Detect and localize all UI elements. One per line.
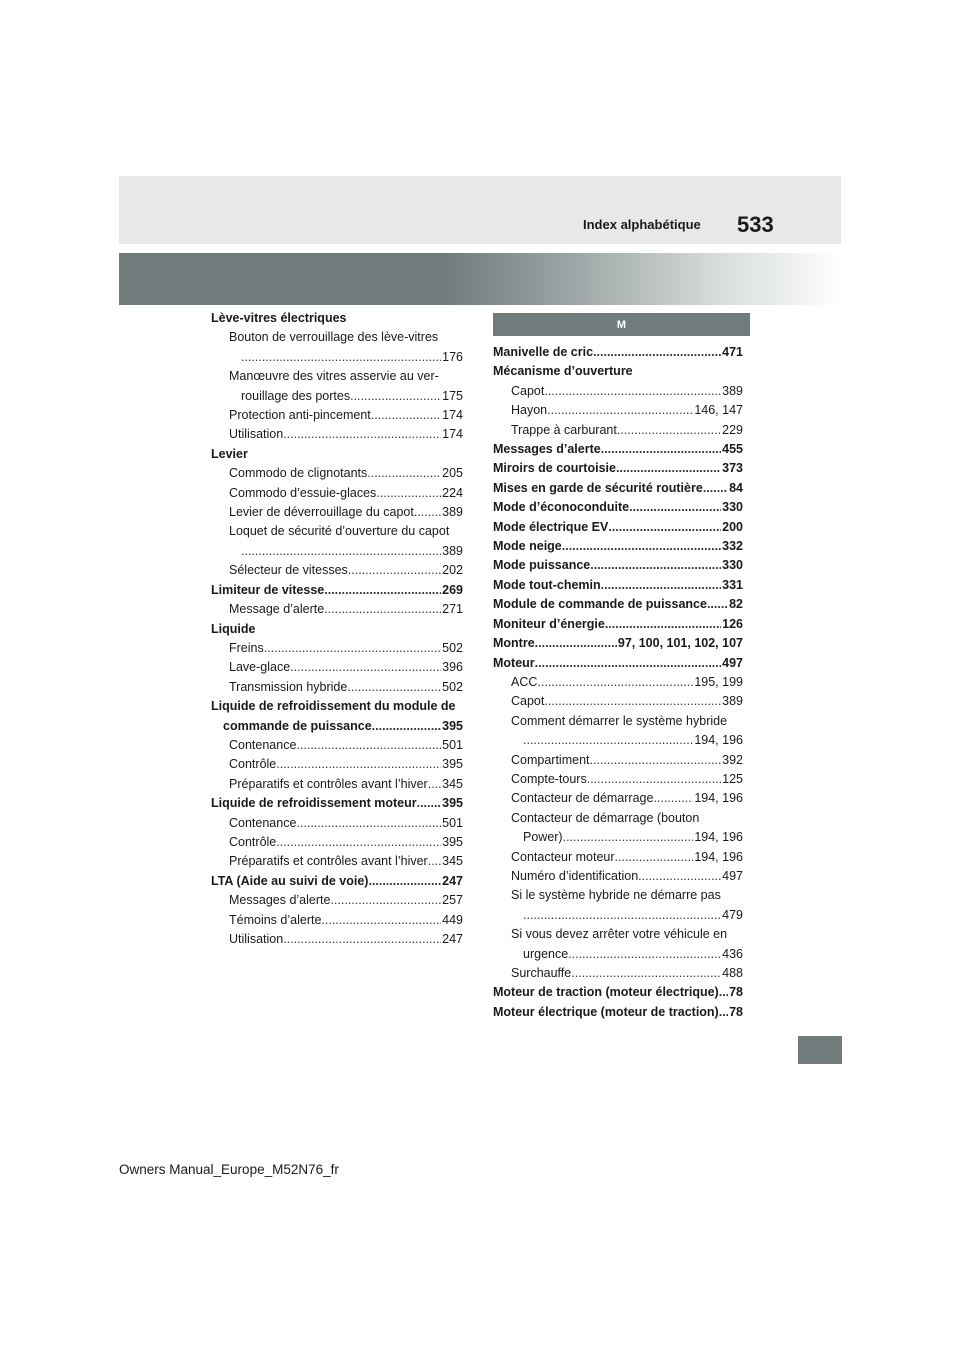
dot-leader <box>615 848 694 867</box>
index-entry <box>493 576 743 595</box>
index-entry <box>493 828 743 847</box>
index-entry <box>211 814 463 833</box>
index-entry <box>493 867 743 886</box>
dot-leader <box>368 872 441 891</box>
dot-leader <box>371 406 441 425</box>
index-entry-page: 345 <box>442 854 463 869</box>
index-entry-page: 78 <box>729 985 743 1000</box>
index-entry-label: ACC <box>511 674 538 689</box>
index-heading-label: Manœuvre des vitres asservie au ver- <box>229 369 439 384</box>
index-entry <box>493 518 743 537</box>
index-entry-label: Miroirs de courtoisie <box>493 461 616 476</box>
index-entry <box>493 789 743 808</box>
dot-leader <box>324 600 441 619</box>
index-entry-page: 392 <box>722 752 743 767</box>
chapter-tab-marker <box>798 1036 842 1064</box>
index-entry-label: Numéro d’identification <box>511 868 639 883</box>
index-heading <box>211 522 463 541</box>
index-heading <box>493 886 743 905</box>
dot-leader <box>367 464 441 483</box>
index-entry <box>211 406 463 425</box>
index-entry <box>493 751 743 770</box>
index-entry-label: Mode tout-chemin <box>493 577 601 592</box>
index-entry-label: Commodo de clignotants <box>229 466 368 481</box>
index-entry-label: Capot <box>511 694 545 709</box>
dot-leader <box>638 867 721 886</box>
index-entry <box>493 556 743 575</box>
index-entry-label: LTA (Aide au suivi de voie) <box>211 873 369 888</box>
index-entry <box>493 595 743 614</box>
index-entry-label: Utilisation <box>229 427 284 442</box>
index-entry-label: Moteur de traction (moteur électrique) <box>493 985 719 1000</box>
index-heading <box>493 925 743 944</box>
index-entry-label: Moniteur d’énergie <box>493 616 605 631</box>
index-entry <box>493 983 743 1002</box>
index-entry <box>211 542 463 561</box>
index-column-right <box>493 343 743 1022</box>
index-entry-page: 389 <box>722 694 743 709</box>
index-entry-page: 449 <box>442 912 463 927</box>
dot-leader <box>601 440 721 459</box>
index-entry-page: 174 <box>442 427 463 442</box>
index-entry <box>493 615 743 634</box>
index-entry <box>493 848 743 867</box>
index-entry <box>211 464 463 483</box>
index-entry <box>493 634 743 653</box>
dot-leader <box>330 891 441 910</box>
index-entry <box>211 775 463 794</box>
dot-leader <box>605 615 721 634</box>
index-entry-label: Manivelle de cric <box>493 345 594 359</box>
index-entry <box>211 911 463 930</box>
index-entry <box>211 503 463 522</box>
section-title: Index alphabétique <box>583 217 701 232</box>
footer-manual-id: Owners Manual_Europe_M52N76_fr <box>119 1162 339 1177</box>
index-heading <box>211 697 463 716</box>
dot-leader <box>350 387 441 406</box>
index-entry-label: Surchauffe <box>511 966 572 980</box>
index-entry-page: 332 <box>722 539 743 554</box>
index-entry-page: 194, 196 <box>694 830 743 845</box>
index-entry <box>493 731 743 750</box>
index-entry <box>493 440 743 459</box>
index-entry <box>493 343 743 362</box>
index-entry-page: 247 <box>442 932 463 946</box>
header-gradient-bar <box>119 253 841 305</box>
index-entry <box>211 639 463 658</box>
dot-leader <box>537 673 693 692</box>
index-heading-label: Contacteur de démarrage (bouton <box>511 810 700 825</box>
index-heading-label: Liquide de refroidissement du module de <box>211 699 456 714</box>
index-entry-label: Mode puissance <box>493 558 591 573</box>
index-entry-page: 330 <box>722 500 743 515</box>
index-column-left <box>211 309 463 949</box>
index-entry <box>493 673 743 692</box>
dot-leader <box>571 964 721 983</box>
index-entry-page: 488 <box>722 966 743 980</box>
index-entry-page: 497 <box>722 655 743 670</box>
index-entry-page: 501 <box>442 815 463 830</box>
dot-leader <box>348 561 441 580</box>
index-entry <box>211 872 463 891</box>
index-entry <box>493 498 743 517</box>
index-entry-page: 396 <box>442 660 463 675</box>
index-heading <box>211 309 463 328</box>
index-entry-page: 257 <box>442 893 463 908</box>
index-entry-page: 502 <box>442 640 463 655</box>
index-entry <box>211 833 463 852</box>
index-entry <box>493 692 743 711</box>
dot-leader <box>703 479 728 498</box>
page-number: 533 <box>737 212 774 237</box>
index-entry <box>211 717 463 736</box>
index-entry-label: rouillage des portes <box>241 388 351 403</box>
index-heading <box>493 362 743 381</box>
index-entry-page: 202 <box>442 563 463 578</box>
index-heading-label: Si le système hybride ne démarre pas <box>511 888 721 903</box>
index-entry-label: Sélecteur de vitesses <box>229 563 348 578</box>
index-heading <box>211 445 463 464</box>
index-entry-label: Témoins d’alerte <box>229 912 322 927</box>
dot-leader <box>593 343 721 362</box>
index-entry-label: Power) <box>523 830 563 845</box>
index-entry <box>211 794 463 813</box>
index-entry-page: 175 <box>442 388 463 403</box>
index-entry <box>211 736 463 755</box>
index-entry-page: 194, 196 <box>694 849 743 864</box>
dot-leader <box>241 542 441 561</box>
index-entry <box>493 654 743 673</box>
index-entry <box>493 479 743 498</box>
index-entry-label: Messages d’alerte <box>229 893 331 908</box>
dot-leader <box>372 717 441 736</box>
index-entry <box>211 561 463 580</box>
index-heading-label: Lève-vitres électriques <box>211 311 347 325</box>
index-heading <box>211 367 463 386</box>
index-entry-page: 78 <box>729 1004 743 1019</box>
dot-leader <box>608 518 721 537</box>
index-entry-label: commande de puissance <box>223 718 372 733</box>
index-entry <box>493 964 743 983</box>
index-entry <box>493 382 743 401</box>
index-entry-label: Hayon <box>511 403 548 418</box>
dot-leader <box>321 911 441 930</box>
index-entry <box>211 678 463 697</box>
index-heading-label: Loquet de sécurité d’ouverture du capot <box>229 524 450 539</box>
index-entry-label: Mode électrique EV <box>493 519 609 534</box>
index-entry <box>211 581 463 600</box>
dot-leader <box>562 537 721 556</box>
index-entry-page: 497 <box>722 868 743 883</box>
index-heading-label: Comment démarrer le système hybride <box>511 713 728 728</box>
dot-leader <box>653 789 693 808</box>
index-entry-page: 395 <box>442 718 463 733</box>
index-entry <box>493 421 743 440</box>
index-heading-label: Levier <box>211 446 248 461</box>
index-entry-page: 395 <box>442 834 463 849</box>
index-entry-label: Préparatifs et contrôles avant l’hiver <box>229 854 428 869</box>
index-entry-page: 471 <box>722 345 743 359</box>
index-entry-page: 479 <box>722 907 743 922</box>
dot-leader <box>428 775 441 794</box>
index-entry-page: 271 <box>442 602 463 617</box>
index-entry-page: 247 <box>442 873 463 888</box>
dot-leader <box>276 833 441 852</box>
index-entry-label: Protection anti-pincement <box>229 408 371 423</box>
index-entry-label: Liquide de refroidissement moteur <box>211 796 417 811</box>
index-entry <box>211 425 463 444</box>
index-entry-label: Mode d’éconoconduite <box>493 500 630 515</box>
index-entry-page: 389 <box>442 543 463 558</box>
index-entry <box>493 1003 743 1022</box>
dot-leader <box>324 581 441 600</box>
dot-leader <box>590 751 722 770</box>
index-entry-page: 97, 100, 101, 102, 107 <box>617 636 743 651</box>
index-entry-label: Utilisation <box>229 932 284 946</box>
index-entry-label: Transmission hybride <box>229 679 348 694</box>
index-entry <box>493 537 743 556</box>
index-entry-page: 195, 199 <box>694 674 743 689</box>
index-entry-page: 269 <box>442 582 463 597</box>
dot-leader <box>535 654 721 673</box>
index-entry-label: Messages d’alerte <box>493 442 601 457</box>
index-entry <box>493 906 743 925</box>
index-entry <box>493 945 743 964</box>
index-entry-label: Module de commande de puissance <box>493 597 707 612</box>
index-entry-label: Moteur électrique (moteur de traction) <box>493 1004 719 1019</box>
index-entry-label: Contacteur moteur <box>511 849 615 864</box>
index-entry-page: 345 <box>442 776 463 791</box>
dot-leader <box>417 794 442 813</box>
index-entry-page: 389 <box>722 383 743 398</box>
dot-leader <box>616 459 721 478</box>
index-entry-page: 436 <box>722 946 743 961</box>
index-entry-page: 126 <box>722 616 743 631</box>
index-entry <box>211 891 463 910</box>
index-entry-page: 194, 196 <box>694 733 743 748</box>
letter-header-m: M <box>493 313 750 336</box>
index-entry-label: urgence <box>523 946 569 961</box>
index-entry-page: 84 <box>729 480 743 495</box>
index-entry-page: 455 <box>722 442 743 457</box>
dot-leader <box>296 814 441 833</box>
index-entry-page: 395 <box>442 757 463 772</box>
dot-leader <box>590 556 721 575</box>
index-entry-label: Moteur <box>493 655 535 670</box>
index-entry-page: 373 <box>722 461 743 476</box>
index-entry <box>211 755 463 774</box>
dot-leader <box>264 639 441 658</box>
dot-leader <box>547 401 693 420</box>
index-heading-label: Mécanisme d’ouverture <box>493 364 633 379</box>
index-entry-page: 502 <box>442 679 463 694</box>
dot-leader <box>587 770 721 789</box>
index-entry-label: Contacteur de démarrage <box>511 791 654 806</box>
index-entry <box>211 484 463 503</box>
index-entry <box>493 459 743 478</box>
index-entry-page: 389 <box>442 505 463 520</box>
index-entry-label: Préparatifs et contrôles avant l’hiver <box>229 776 428 791</box>
index-entry-label: Freins <box>229 640 264 655</box>
index-entry-label: Trappe à carburant <box>511 422 617 437</box>
index-entry-label: Message d’alerte <box>229 602 325 617</box>
index-entry-label: Mode neige <box>493 539 562 554</box>
dot-leader <box>719 983 728 1002</box>
dot-leader <box>414 503 441 522</box>
index-heading <box>493 712 743 731</box>
index-entry <box>493 770 743 789</box>
dot-leader <box>283 425 441 444</box>
index-heading <box>211 328 463 347</box>
dot-leader <box>601 576 722 595</box>
header-band <box>119 176 841 244</box>
dot-leader <box>347 678 441 697</box>
dot-leader <box>544 692 721 711</box>
index-entry-page: 200 <box>722 519 743 534</box>
dot-leader <box>719 1003 728 1022</box>
dot-leader <box>241 348 441 367</box>
index-entry-label: Contenance <box>229 737 297 752</box>
index-entry-label: Limiteur de vitesse <box>211 582 325 597</box>
index-entry-label: Lave-glace <box>229 660 291 675</box>
index-entry-label: Capot <box>511 383 545 398</box>
dot-leader <box>290 658 441 677</box>
index-entry-page: 229 <box>722 422 743 437</box>
index-entry-label: Commodo d’essuie-glaces <box>229 485 377 500</box>
index-entry-label: Compte-tours <box>511 771 587 786</box>
index-entry <box>493 401 743 420</box>
index-entry-page: 146, 147 <box>694 403 743 418</box>
dot-leader <box>568 945 721 964</box>
dot-leader <box>523 906 721 925</box>
index-entry-page: 224 <box>442 485 463 500</box>
index-entry-page: 205 <box>442 466 463 481</box>
index-entry-label: Levier de déverrouillage du capot <box>229 505 414 520</box>
dot-leader <box>535 634 617 653</box>
index-heading-label: Si vous devez arrêter votre véhicule en <box>511 927 728 942</box>
index-entry-page: 395 <box>442 796 463 811</box>
index-entry <box>211 387 463 406</box>
dot-leader <box>523 731 693 750</box>
index-entry-page: 174 <box>442 408 463 423</box>
dot-leader <box>617 421 721 440</box>
dot-leader <box>629 498 721 517</box>
index-heading <box>211 620 463 639</box>
index-entry-label: Mises en garde de sécurité routière <box>493 480 703 495</box>
dot-leader <box>563 828 694 847</box>
index-entry-page: 125 <box>722 771 743 786</box>
index-heading-label: Bouton de verrouillage des lève-vitres <box>229 330 439 345</box>
dot-leader <box>276 755 441 774</box>
dot-leader <box>544 382 721 401</box>
index-entry <box>211 658 463 677</box>
index-entry <box>211 930 463 949</box>
index-entry-page: 501 <box>442 737 463 752</box>
index-entry-label: Contenance <box>229 815 297 830</box>
dot-leader <box>296 736 441 755</box>
dot-leader <box>376 484 441 503</box>
index-entry-page: 82 <box>729 597 743 612</box>
index-entry-page: 330 <box>722 558 743 573</box>
index-entry-label: Compartiment <box>511 752 590 767</box>
index-entry <box>211 348 463 367</box>
dot-leader <box>707 595 728 614</box>
dot-leader <box>283 930 441 949</box>
dot-leader <box>428 852 441 871</box>
index-entry <box>211 852 463 871</box>
index-entry-page: 194, 196 <box>694 791 743 806</box>
index-entry-page: 331 <box>722 577 743 592</box>
index-entry-page: 176 <box>442 349 463 364</box>
index-entry-label: Contrôle <box>229 834 277 849</box>
index-entry-label: Montre <box>493 636 535 651</box>
index-entry <box>211 600 463 619</box>
index-heading <box>493 809 743 828</box>
index-heading-label: Liquide <box>211 621 256 636</box>
index-entry-label: Contrôle <box>229 757 277 772</box>
